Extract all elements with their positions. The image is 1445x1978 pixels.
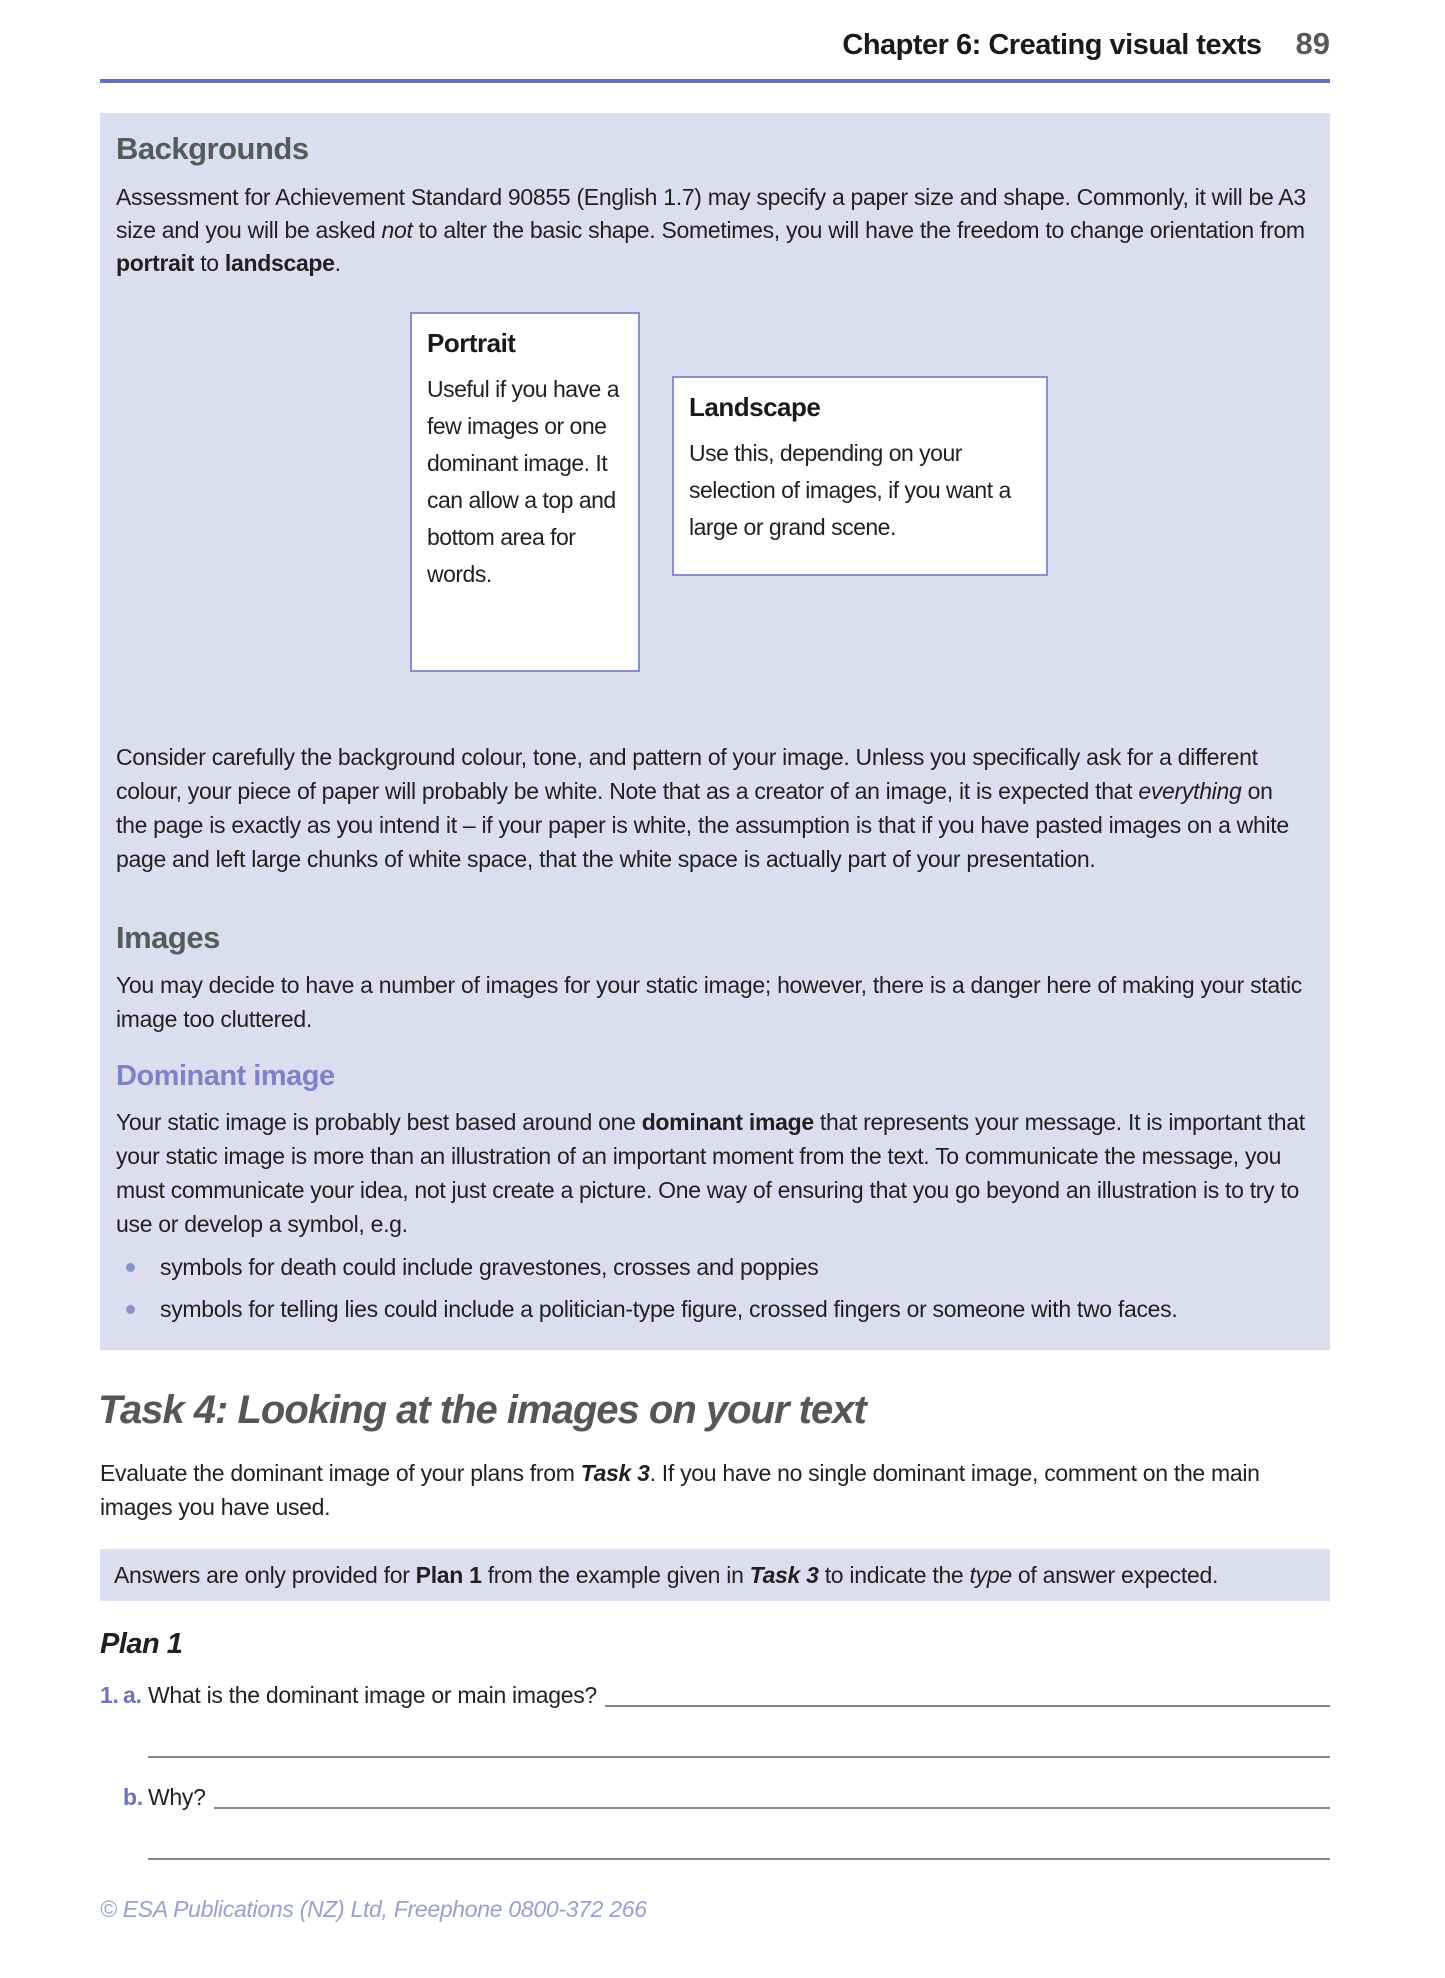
- footer-copyright: © ESA Publications (NZ) Ltd, Freephone 0800-372 266: [100, 1896, 647, 1922]
- images-heading: Images: [116, 920, 220, 955]
- dominant-image-paragraph: [116, 1105, 1308, 1241]
- consider-text: on the page is exactly as you intend it – if your paper is white, the assumption is that if you have pasted images on a white page and left large chunks of white space, that the white space is actually part of your presentation.: [116, 778, 1289, 872]
- backgrounds-intro-paragraph: [116, 181, 1308, 280]
- question-letter-a: a.: [123, 1682, 142, 1708]
- bullet-icon: [126, 1263, 135, 1272]
- task4-intro-text: . If you have no single dominant image, comment on the main images you have used.: [100, 1460, 1260, 1520]
- landscape-card-body: Use this, depending on your selection of images, if you want a large or grand scene.: [689, 440, 1011, 540]
- plan1-heading: Plan 1: [100, 1628, 183, 1660]
- intro-bold-landscape: landscape: [224, 250, 335, 276]
- backgrounds-heading: Backgrounds: [116, 131, 309, 166]
- intro-bold-portrait: portrait: [116, 250, 195, 276]
- chapter-title: Chapter 6: Creating visual texts: [842, 29, 1262, 61]
- orientation-cards-area: [116, 304, 1308, 728]
- note-bold-plan1: Plan 1: [415, 1561, 482, 1588]
- intro-text: .: [334, 250, 341, 276]
- task4-intro-paragraph: [100, 1456, 1330, 1524]
- answer-line-1a: [148, 1756, 1330, 1758]
- note-text: to indicate the: [818, 1561, 970, 1588]
- task4-intro-task3: Task 3: [580, 1460, 650, 1486]
- answers-note-text: [114, 1559, 1218, 1592]
- intro-text: to: [194, 250, 225, 276]
- dominant-text: Your static image is probably best based around one: [116, 1109, 642, 1135]
- answer-line-1b: [148, 1858, 1330, 1860]
- landscape-card: [672, 376, 1048, 576]
- portrait-card-body: Useful if you have a few images or one dominant image. It can allow a top and bottom area for words.: [427, 376, 620, 587]
- backgrounds-panel: [100, 113, 1330, 1350]
- note-text: Answers are only provided for: [114, 1561, 416, 1588]
- question-1a-row: [100, 1682, 1330, 1709]
- landscape-card-title: Landscape: [689, 392, 821, 422]
- question-letter-b: b.: [123, 1784, 143, 1810]
- images-paragraph: You may decide to have a number of images for your static image; however, there is a danger here of making your static image too cluttered.: [116, 972, 1302, 1032]
- page-header: [842, 26, 1330, 62]
- header-divider: [100, 79, 1330, 83]
- answer-blank-1a: [605, 1685, 1330, 1707]
- portrait-card-title: Portrait: [427, 328, 516, 358]
- intro-text: Assessment for Achievement Standard 90855 (English 1.7) may specify a paper size and shape. Commonly, it will be A3 size and you will be asked: [116, 184, 1306, 243]
- task4-heading: Task 4: Looking at the images on your text: [98, 1388, 866, 1432]
- intro-text: to alter the basic shape. Sometimes, you will have the freedom to change orientation from: [412, 217, 1305, 243]
- question-number: 1.: [100, 1682, 119, 1708]
- question-1b-text: Why?: [148, 1784, 206, 1810]
- list-item-text: symbols for telling lies could include a politician-type figure, crossed fingers or someone with two faces.: [160, 1296, 1178, 1322]
- symbol-examples-list: [116, 1251, 1308, 1326]
- intro-italic-not: not: [381, 217, 413, 243]
- question-1b-row: [100, 1784, 1330, 1811]
- list-item: [116, 1251, 1308, 1284]
- list-item: [116, 1293, 1308, 1326]
- dominant-text: that represents your message. It is important that your static image is more than an illustration of an important moment from the text. To communicate the message, you must communicate your idea, not just create a picture. One way of ensuring that you go beyond an illustration is to try to use or develop a symbol, e.g.: [116, 1109, 1305, 1237]
- list-item-text: symbols for death could include gravestones, crosses and poppies: [160, 1254, 819, 1280]
- question-1a-text: What is the dominant image or main images?: [148, 1682, 597, 1708]
- note-bold-task3: Task 3: [749, 1561, 819, 1588]
- page-number: 89: [1295, 26, 1330, 61]
- bullet-icon: [126, 1305, 135, 1314]
- dominant-bold-phrase: dominant image: [641, 1109, 814, 1135]
- dominant-image-heading: Dominant image: [116, 1060, 335, 1092]
- consider-paragraph: [116, 740, 1308, 876]
- note-text: from the example given in: [481, 1561, 750, 1588]
- consider-italic-everything: everything: [1138, 778, 1242, 804]
- note-text: of answer expected.: [1011, 1561, 1219, 1588]
- answer-blank-1b: [214, 1787, 1330, 1809]
- portrait-card: [410, 312, 640, 672]
- consider-text: Consider carefully the background colour, tone, and pattern of your image. Unless you specifically ask for a different colour, your piece of paper will probably be white. Note that as a creator of an image, it is expected that: [116, 744, 1258, 804]
- answers-note-banner: [100, 1549, 1330, 1601]
- task4-intro-text: Evaluate the dominant image of your plans from: [100, 1460, 581, 1486]
- note-italic-type: type: [969, 1561, 1012, 1588]
